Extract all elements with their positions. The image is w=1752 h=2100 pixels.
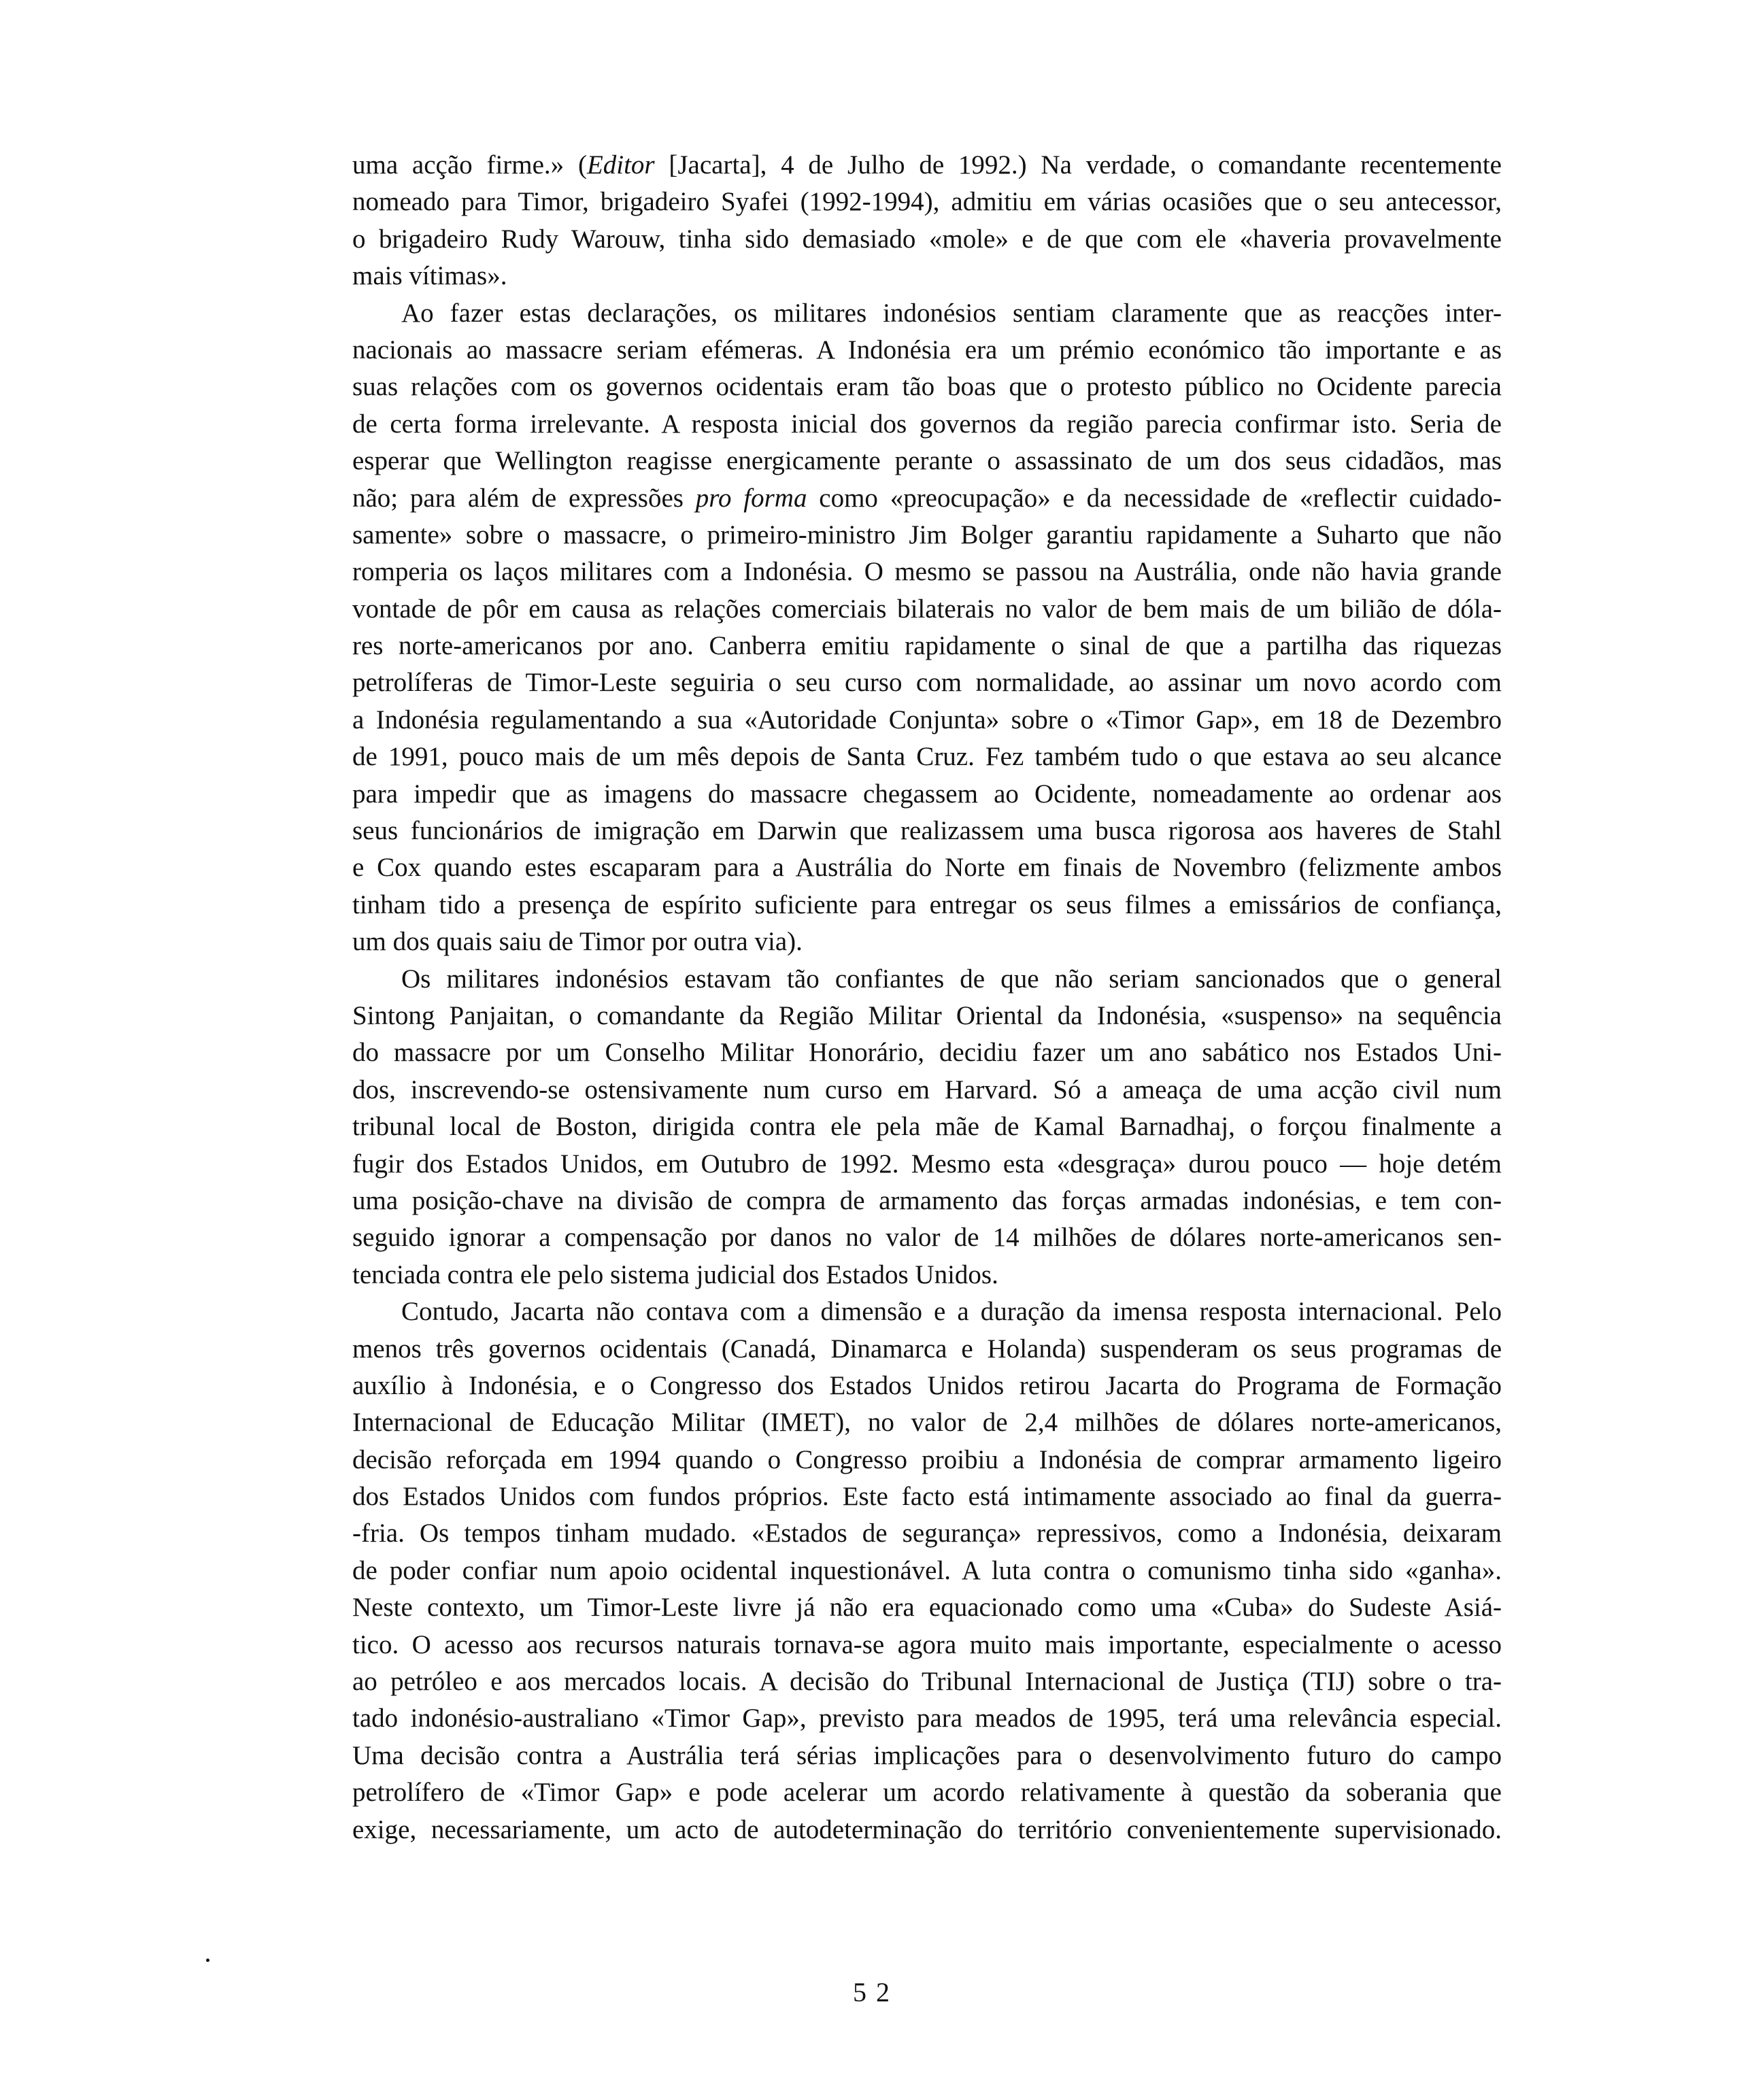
text-line: nomeado para Timor, brigadeiro Syafei (1992-1994), admitiu em várias ocasiões que o seu antecessor, bbox=[352, 187, 1502, 217]
text-line: tenciada contra ele pelo sistema judicial dos Estados Unidos. bbox=[352, 1259, 998, 1289]
text-line: petrolíferas de Timor-Leste seguiria o seu curso com normalidade, ao assinar um novo acordo com bbox=[352, 668, 1502, 698]
text-line: de poder confiar num apoio ocidental inquestionável. A luta contra o comunismo tinha sido «ganha». bbox=[352, 1555, 1502, 1585]
text-line: esperar que Wellington reagisse energicamente perante o assassinato de um dos seus cidadãos, mas bbox=[352, 446, 1502, 476]
text-line: auxílio à Indonésia, e o Congresso dos Estados Unidos retirou Jacarta do Programa de Formação bbox=[352, 1370, 1502, 1400]
stray-mark bbox=[206, 1959, 209, 1962]
text-line: o brigadeiro Rudy Warouw, tinha sido demasiado «mole» e de que com ele «haveria provavelmente bbox=[352, 224, 1502, 254]
text-line: um dos quais saiu de Timor por outra via). bbox=[352, 927, 803, 957]
text-line: Sintong Panjaitan, o comandante da Região Militar Oriental da Indonésia, «suspenso» na sequência bbox=[352, 1000, 1502, 1030]
text-line: decisão reforçada em 1994 quando o Congresso proibiu a Indonésia de comprar armamento ligeiro bbox=[352, 1444, 1502, 1474]
text-segment: não; para além de expressões bbox=[352, 483, 696, 513]
text-line: seguido ignorar a compensação por danos no valor de 14 milhões de dólares norte-americanos sen- bbox=[352, 1223, 1502, 1253]
page-number: 52 bbox=[853, 1977, 899, 2008]
text-line: fugir dos Estados Unidos, em Outubro de 1992. Mesmo esta «desgraça» durou pouco — hoje detém bbox=[352, 1149, 1502, 1179]
text-line: -fria. Os tempos tinham mudado. «Estados de segurança» repressivos, como a Indonésia, deixaram bbox=[352, 1519, 1502, 1548]
text-line: do massacre por um Conselho Militar Honorário, decidiu fazer um ano sabático nos Estados Uni- bbox=[352, 1038, 1502, 1068]
text-line: tribunal local de Boston, dirigida contra ele pela mãe de Kamal Barnadhaj, o forçou finalmente a bbox=[352, 1112, 1502, 1142]
text-line: para impedir que as imagens do massacre chegassem ao Ocidente, nomeadamente ao ordenar aos bbox=[352, 779, 1502, 809]
text-line: exige, necessariamente, um acto de autodeterminação do território convenientemente supervisionado. bbox=[352, 1814, 1502, 1844]
text-line: tado indonésio-australiano «Timor Gap», previsto para meados de 1995, terá uma relevância especial. bbox=[352, 1704, 1502, 1733]
text-line bbox=[352, 480, 1502, 517]
text-line: de certa forma irrelevante. A resposta inicial dos governos da região parecia confirmar isto. Seria de bbox=[352, 409, 1502, 439]
text-line: Contudo, Jacarta não contava com a dimensão e a duração da imensa resposta internacional. Pelo bbox=[401, 1297, 1502, 1327]
text-line: res norte-americanos por ano. Canberra emitiu rapidamente o sinal de que a partilha das riquezas bbox=[352, 631, 1502, 661]
text-line: mais vítimas». bbox=[352, 261, 507, 291]
text-line: seus funcionários de imigração em Darwin que realizassem uma busca rigorosa aos haveres de Stahl bbox=[352, 816, 1502, 846]
text-line: de 1991, pouco mais de um mês depois de Santa Cruz. Fez também tudo o que estava ao seu alcance bbox=[352, 742, 1502, 772]
text-line: a Indonésia regulamentando a sua «Autoridade Conjunta» sobre o «Timor Gap», em 18 de Dezembro bbox=[352, 705, 1502, 734]
text-line: uma posição-chave na divisão de compra de armamento das forças armadas indonésias, e tem con- bbox=[352, 1185, 1502, 1215]
text-line: menos três governos ocidentais (Canadá, Dinamarca e Holanda) suspenderam os seus programas de bbox=[352, 1334, 1502, 1364]
text-line: petrolífero de «Timor Gap» e pode acelerar um acordo relativamente à questão da soberania que bbox=[352, 1778, 1502, 1808]
text-segment: [Jacarta], 4 de Julho de 1992.) Na verdade, o comandante recentemente bbox=[654, 150, 1502, 180]
text-line: dos, inscrevendo-se ostensivamente num curso em Harvard. Só a ameaça de uma acção civil num bbox=[352, 1074, 1502, 1104]
italic-text: Editor bbox=[586, 150, 655, 180]
text-line: suas relações com os governos ocidentais eram tão boas que o protesto público no Ocidente parecia bbox=[352, 372, 1502, 402]
text-line: tico. O acesso aos recursos naturais tornava-se agora muito mais importante, especialmente o acesso bbox=[352, 1629, 1502, 1659]
text-line: samente» sobre o massacre, o primeiro-ministro Jim Bolger garantiu rapidamente a Suharto que não bbox=[352, 520, 1502, 549]
text-line: tinham tido a presença de espírito suficiente para entregar os seus filmes a emissários de confiança, bbox=[352, 890, 1502, 919]
text-segment: uma acção firme.» ( bbox=[352, 150, 587, 180]
text-line: Internacional de Educação Militar (IMET), no valor de 2,4 milhões de dólares norte-americanos, bbox=[352, 1408, 1502, 1438]
text-line: Neste contexto, um Timor-Leste livre já não era equacionado como uma «Cuba» do Sudeste Asiá- bbox=[352, 1593, 1502, 1623]
text-line: dos Estados Unidos com fundos próprios. Este facto está intimamente associado ao final da guerra- bbox=[352, 1482, 1502, 1512]
text-line: ao petróleo e aos mercados locais. A decisão do Tribunal Internacional de Justiça (TIJ) sobre o tra- bbox=[352, 1667, 1502, 1697]
text-line: romperia os laços militares com a Indonésia. O mesmo se passou na Austrália, onde não havia grande bbox=[352, 557, 1502, 587]
text-line bbox=[352, 147, 1502, 184]
text-line: vontade de pôr em causa as relações comerciais bilaterais no valor de bem mais de um bilião de dóla- bbox=[352, 594, 1502, 624]
italic-text: pro forma bbox=[695, 483, 807, 513]
text-segment: como «preocupação» e da necessidade de «reflectir cuidado- bbox=[807, 483, 1502, 513]
text-line: Ao fazer estas declarações, os militares indonésios sentiam claramente que as reacções inter- bbox=[401, 298, 1502, 328]
text-line: e Cox quando estes escaparam para a Austrália do Norte em finais de Novembro (felizmente ambos bbox=[352, 853, 1502, 883]
text-line: nacionais ao massacre seriam efémeras. A Indonésia era um prémio económico tão importante e as bbox=[352, 335, 1502, 365]
body-text bbox=[352, 147, 1502, 1848]
text-line: Uma decisão contra a Austrália terá sérias implicações para o desenvolvimento futuro do campo bbox=[352, 1740, 1502, 1770]
text-line: Os militares indonésios estavam tão confiantes de que não seriam sancionados que o general bbox=[401, 964, 1502, 994]
